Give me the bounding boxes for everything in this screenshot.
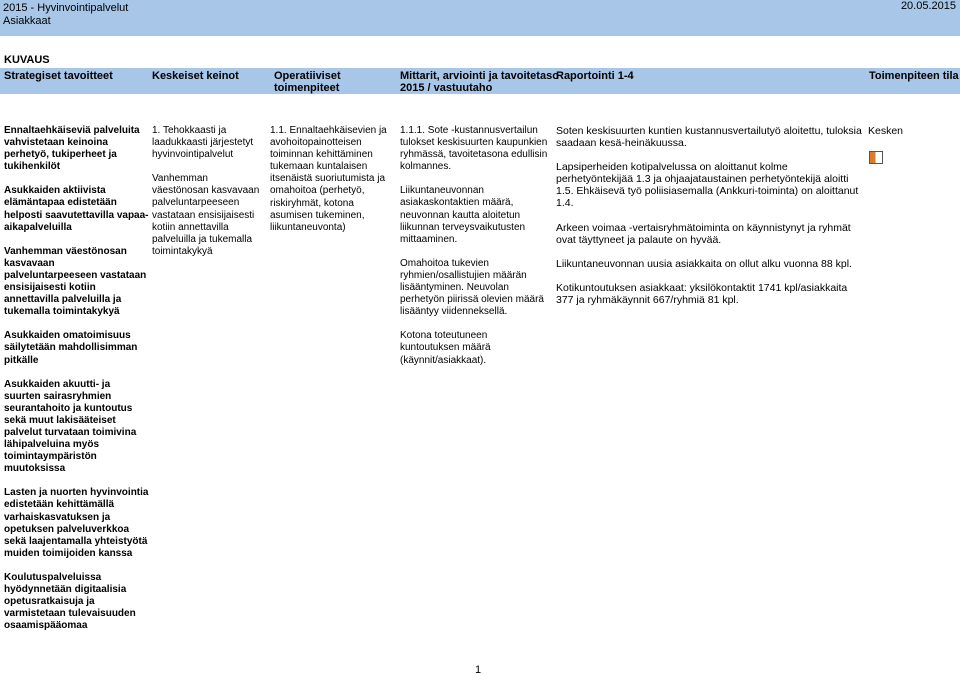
status-cell (868, 125, 956, 137)
column-header-metrics-line1: Mittarit, arviointi ja tavoitetaso (400, 70, 559, 82)
column-header-operative-line1: Operatiiviset (274, 70, 341, 82)
table-header-row (0, 68, 960, 94)
operative-actions-cell (270, 125, 395, 234)
strategic-goal: Lasten ja nuorten hyvinvointia edistetään kehittämällä varhaiskasvatuksen ja opetuksen palveluverkkoa sekä laajentamalla yhteistyötä muiden toimijoiden kanssa (4, 487, 149, 559)
report-item: Soten keskisuurten kuntien kustannusvertailutyö aloitettu, tuloksia saadaan kesä-heinäkuussa. (556, 125, 862, 150)
reporting-cell (556, 125, 864, 306)
column-header-status: Toimenpiteen tila (869, 70, 959, 82)
key-means-cell (152, 125, 264, 258)
in-progress-icon (869, 151, 883, 164)
column-header-metrics-line2: 2015 / vastuutaho (400, 82, 493, 94)
metric-item: Omahoitoa tukevien ryhmien/osallistujien määrän lisääntyminen. Neuvolan perhetyön piirissä olevien määrä lisääntyy viidenneksellä. (400, 257, 544, 318)
strategic-goals-cell (4, 125, 149, 632)
strategic-goal: Asukkaiden aktiivista elämäntapaa edistetään helposti saavutettavilla vapaa-aikapalveluilla (4, 185, 149, 233)
column-header-strategic-goals: Strategiset tavoitteet (4, 70, 113, 82)
section-label: KUVAUS (4, 54, 50, 66)
report-item: Kotikuntoutuksen asiakkaat: yksilökontaktit 1741 kpl/asiakkaita 377 ja ryhmäkäynnit 667/ryhmiä 81 kpl. (556, 281, 848, 306)
metric-item: Kotona toteutuneen kuntoutuksen määrä (käynnit/asiakkaat). (400, 330, 491, 366)
status-text: Kesken (868, 125, 904, 137)
report-title-line2: Asiakkaat (3, 15, 51, 27)
report-date: 20.05.2015 (900, 0, 956, 12)
key-means-item: Vanhemman väestönosan kasvavaan palveluntarpeeseen vastataan ensisijaisesti kotiin annettavilla palveluilla ja tukemalla toimintakykyä (152, 173, 260, 257)
report-title (3, 2, 128, 28)
strategic-goal: Koulutuspalveluissa hyödynnetään digitaalisia opetusratkaisuja ja varmistetaan tulevaisuuden osaamispääomaa (4, 571, 136, 632)
column-header-key-means: Keskeiset keinot (152, 70, 239, 82)
column-header-operative-actions (274, 70, 341, 94)
metric-item: 1.1.1. Sote -kustannusvertailun tulokset keskisuurten kaupunkien ryhmässä, tavoitetasona edullisin kolmannes. (400, 125, 548, 173)
column-header-metrics (400, 70, 559, 94)
report-header-bar (0, 0, 960, 36)
strategic-goal: Asukkaiden omatoimisuus säilytetään mahdollisimman pitkälle (4, 330, 138, 366)
page-number: 1 (475, 664, 482, 676)
report-item: Arkeen voimaa -vertaisryhmätoiminta on käynnistynyt ja ryhmät ovat täyttyneet ja palaute on hyvää. (556, 221, 851, 246)
report-title-line1: 2015 - Hyvinvointipalvelut (3, 2, 129, 14)
strategic-goal: Vanhemman väestönosan kasvavaan palveluntarpeeseen vastataan ensisijaisesti kotiin annettavilla palveluilla ja tukemalla toimintakykyä (4, 245, 147, 318)
strategic-goal: Asukkaiden akuutti- ja suurten sairasryhmien seurantahoito ja kuntoutus sekä muut lakisääteiset palvelut turvataan toimivina lähipalveluina myös toimintaympäristön muutoksissa (4, 378, 137, 475)
report-item: Liikuntaneuvonnan uusia asiakkaita on ollut alku vuonna 88 kpl. (556, 257, 852, 270)
report-item: Lapsiperheiden kotipalvelussa on aloittanut kolme perhetyöntekijää 1.3 ja ohjaajataustainen perhetyöntekijä aloitti 1.5. Ehkäisevä työ poliisiasemalla (Ankkuri-toiminta) on aloittanut 1.4. (556, 161, 859, 210)
key-means-item: 1. Tehokkaasti ja laadukkaasti järjestetyt hyvinvointipalvelut (152, 125, 254, 161)
metric-item: Liikuntaneuvonnan asiakaskontaktien määrä, neuvonnan kautta aloitetun liikunnan terveysvaikutusten mittaaminen. (400, 185, 526, 245)
metrics-cell (400, 125, 548, 367)
column-header-reporting: Raportointi 1-4 (556, 70, 634, 82)
operative-action: 1.1. Ennaltaehkäisevien ja avohoitopainotteisen toiminnan kehittäminen tukemaan kuntalaisen itsenäistä suoriutumista ja omahoitoa (perhetyö, riskiryhmät, kotona asumisen tukeminen, liikuntaneuvonta) (270, 125, 387, 233)
strategic-goal: Ennaltaehkäiseviä palveluita vahvistetaan keinoina perhetyö, tukiperheet ja tukihenkilöt (4, 125, 140, 173)
column-header-operative-line2: toimenpiteet (274, 82, 340, 94)
